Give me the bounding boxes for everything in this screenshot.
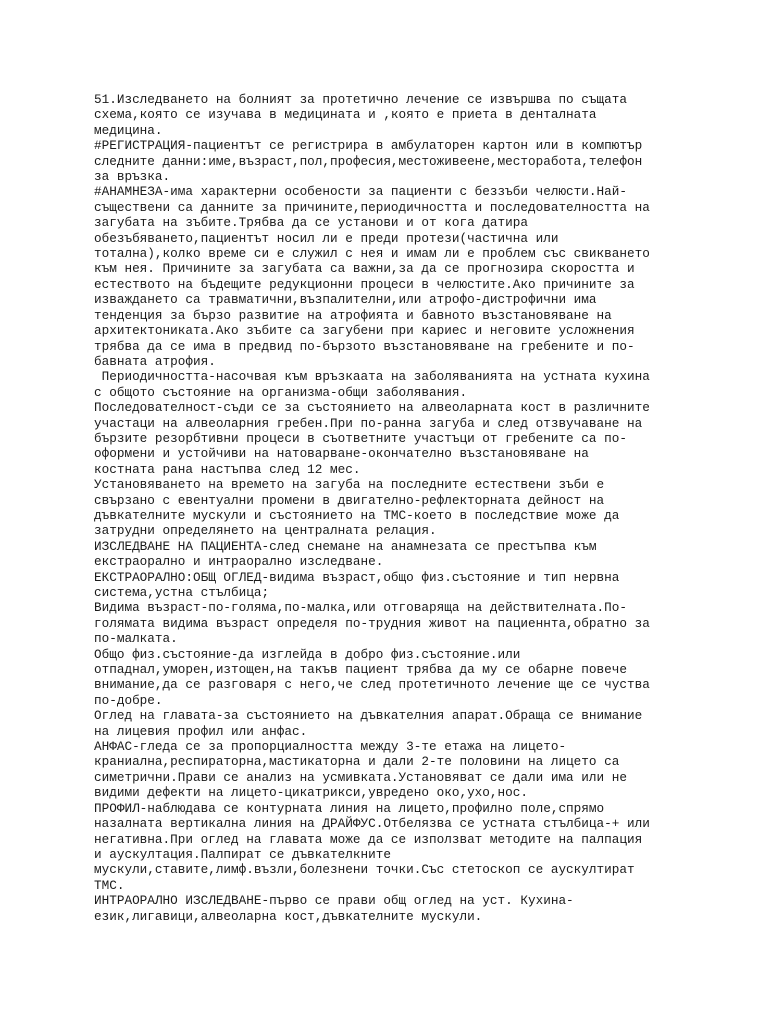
text-line: на лицевия профил или анфас.	[94, 723, 308, 739]
text-line: краниална,респираторна,мастикаторна и дали 2-те половини на лицето са	[94, 754, 620, 770]
text-line: видими дефекти на лицето-цикатрикси,увредено око,ухо,нос.	[94, 785, 528, 801]
text-line: назалната вертикална линия на ДРАЙФУС.Отбелязва се устната стълбица-+ или	[94, 816, 650, 832]
text-line: затрудни определянето на централната релация.	[94, 523, 437, 539]
text-line: Оглед на главата-за състоянието на дъвкателния апарат.Обраща се внимание	[94, 708, 643, 724]
text-line: съществени са данните за причините,периодичността и последователността на	[94, 199, 650, 215]
text-line: внимание,да се разговаря с него,че след протетичното лечение ще се чуства	[94, 677, 650, 693]
text-line: Общо физ.състояние-да изглейда в добро физ.състояние.или	[94, 646, 521, 662]
text-line: костната рана настъпва след 12 мес.	[94, 461, 361, 477]
text-line: обезъбяването,пациентът носил ли е преди протези(частична или	[94, 230, 559, 246]
text-line: загубата на зъбите.Трябва да се установи и от кога датира	[94, 215, 528, 231]
text-line: език,лигавици,алвеоларна кост,дъвкателните мускули.	[94, 908, 483, 924]
text-line: схема,която се изучава в медицината и ,която е приета в денталната	[94, 107, 597, 123]
text-line: ИЗСЛЕДВАНЕ НА ПАЦИЕНТА-след снемане на анамнезата се престъпва към	[94, 538, 597, 554]
text-line: #АНАМНЕЗА-има характерни особености за пациенти с беззъби челюсти.Най-	[94, 184, 627, 200]
text-line: оформени и устойчиви на натоварване-окончателно възстановяване на	[94, 446, 589, 462]
text-line: свързано с евентуални промени в двигателно-рефлекторната дейност на	[94, 492, 605, 508]
text-line: голямата видима възраст определя по-трудния живот на пациеннта,обратно за	[94, 615, 650, 631]
text-line: отпаднал,уморен,изтощен,на такъв пациент трябва да му се обарне повече	[94, 662, 627, 678]
text-line: ИНТРАОРАЛНО ИЗСЛЕДВАНЕ-първо се прави общ оглед на уст. Кухина-	[94, 893, 574, 909]
text-line: симетрични.Прави се анализ на усмивката.Установяват се дали има или не	[94, 769, 627, 785]
text-line: ЕКСТРАОРАЛНО:ОБЩ ОГЛЕД-видима възраст,общо физ.състояние и тип нервна	[94, 569, 620, 585]
text-line: следните данни:име,възраст,пол,професия,местоживеене,месторабота,телефон	[94, 153, 643, 169]
text-line: Последователност-съди се за състоянието на алвеоларната кост в различните	[94, 400, 650, 416]
text-line: за връзка.	[94, 169, 171, 185]
text-line: дъвкателните мускули и състоянието на ТМС-което в последствие може да	[94, 507, 620, 523]
text-line: по-добре.	[94, 692, 163, 708]
text-line: по-малката.	[94, 631, 178, 647]
text-line: с общото състояние на организма-общи заболявания.	[94, 384, 468, 400]
text-line: и аускултация.Палпират се дъвкателкните	[94, 846, 391, 862]
text-line: участаци на алвеоларния гребен.При по-ранна загуба и след отзвучаване на	[94, 415, 643, 431]
text-line: трябва да се има в предвид по-бързото възстановяване на гребените и по-	[94, 338, 635, 354]
text-line: Установяването на времето на загуба на последните естествени зъби е	[94, 477, 605, 493]
text-line: естеството на бъдещите редукционни процеси в челюстите.Ако причините за	[94, 276, 635, 292]
text-line: #РЕГИСТРАЦИЯ-пациентът се регистрира в амбулаторен картон или в компютър	[94, 138, 643, 154]
text-line: мускули,ставите,лимф.възли,болезнени точки.Със стетоскоп се аускултират	[94, 862, 635, 878]
text-line: екстраорално и интраорално изследване.	[94, 554, 384, 570]
text-line: тенденция за бързо развитие на атрофията и бавното възстановяване на	[94, 307, 612, 323]
text-line: АНФАС-гледа се за пропорциалността между 3-те етажа на лицето-	[94, 739, 567, 755]
text-line: ПРОФИЛ-наблюдава се контурната линия на лицето,профилно поле,спрямо	[94, 800, 605, 816]
text-line: тотална),колко време си е служил с нея и имам ли е проблем със свикването	[94, 246, 650, 262]
text-line: към нея. Причините за загубата са важни,за да се прогнозира скоростта и	[94, 261, 635, 277]
text-line: 51.Изследването на болният за протетично лечение се извършва по същата	[94, 92, 627, 107]
document-page	[94, 92, 684, 924]
text-line: архитектониката.Ако зъбите са загубени при кариес и неговите усложнения	[94, 323, 635, 339]
text-line: медицина.	[94, 122, 163, 138]
text-line: бавната атрофия.	[94, 353, 216, 369]
text-line: негативна.При оглед на главата може да се използват методите на палпация	[94, 831, 643, 847]
text-line: изваждането са травматични,възпалителни,или атрофо-дистрофични има	[94, 292, 597, 308]
text-line: Периодичността-насочвая към връзкаата на заболяванията на устната кухина	[94, 369, 650, 385]
text-line: ТМС.	[94, 877, 125, 893]
text-line: система,устна стълбица;	[94, 585, 270, 600]
text-line: бързите резорбтивни процеси в съответните участъци от гребените са по-	[94, 430, 627, 446]
text-line: Видима възраст-по-голяма,по-малка,или отговаряща на действителната.По-	[94, 600, 627, 616]
